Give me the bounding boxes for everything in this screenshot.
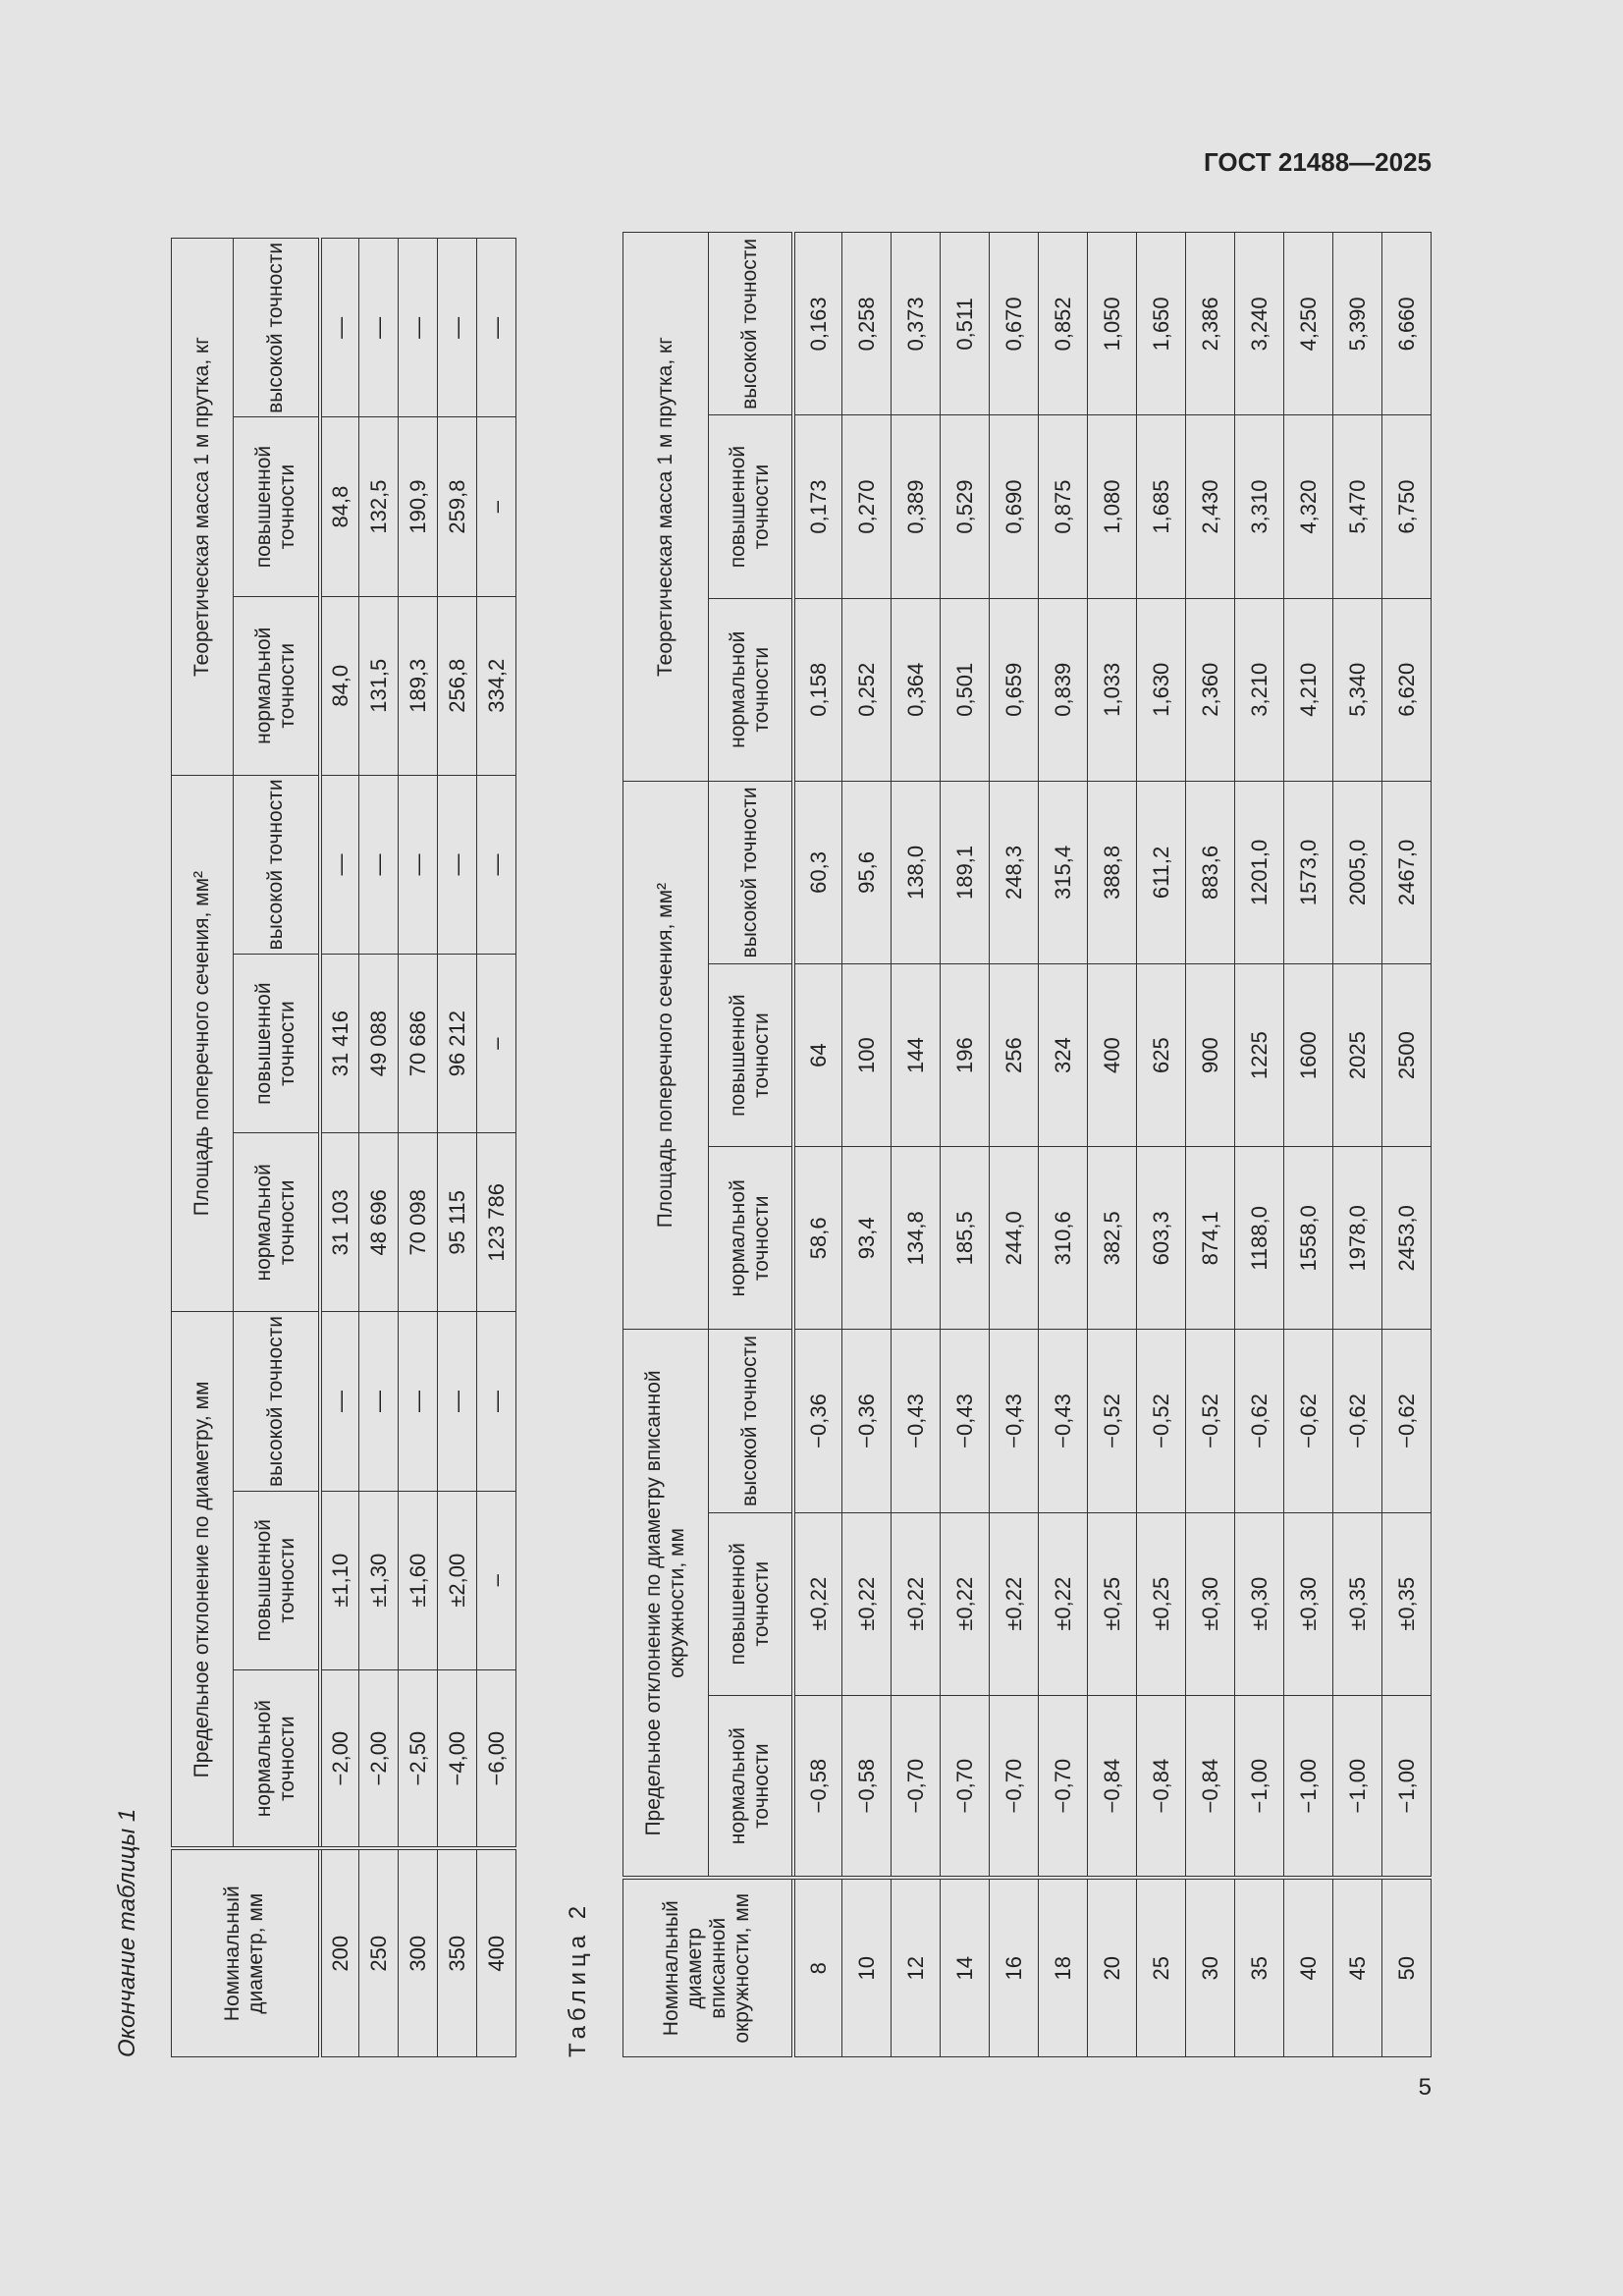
table-cell: 1558,0 — [1284, 1147, 1333, 1330]
table-cell: 144 — [892, 964, 941, 1147]
table-cell: 6,620 — [1382, 598, 1432, 781]
table-cell: 189,1 — [941, 781, 990, 963]
table-cell: — — [399, 1312, 438, 1491]
sub-header-normal: нормальной точности — [234, 1669, 320, 1848]
table-cell: −0,43 — [1039, 1330, 1088, 1512]
table-cell: 31 103 — [320, 1133, 359, 1312]
table-cell: 1,050 — [1088, 233, 1137, 415]
table-cell: 0,163 — [793, 233, 842, 415]
table-cell: 0,258 — [842, 233, 892, 415]
table-cell: 900 — [1186, 964, 1235, 1147]
row-diameter-cell: 35 — [1235, 1879, 1284, 2057]
table-cell: −0,62 — [1382, 1330, 1432, 1512]
table-cell: — — [477, 1312, 516, 1491]
row-diameter-cell: 200 — [320, 1849, 359, 2057]
group-area-header: Площадь поперечного сечения, мм² — [172, 775, 234, 1312]
row-diameter-cell: 250 — [359, 1849, 399, 2057]
table-cell: 2467,0 — [1382, 781, 1432, 963]
table-cell: 64 — [793, 964, 842, 1147]
table-cell: −2,50 — [399, 1669, 438, 1848]
table-cell: ±0,22 — [842, 1512, 892, 1695]
sub-header-normal: нормальной точности — [234, 596, 320, 775]
sub-header-increased: повышенной точности — [234, 1491, 320, 1669]
row-diameter-cell: 14 — [941, 1879, 990, 2057]
table-cell: −2,00 — [359, 1669, 399, 1848]
table-cell: 0,839 — [1039, 598, 1088, 781]
table-cell: 3,240 — [1235, 233, 1284, 415]
row-diameter-cell: 50 — [1382, 1879, 1432, 2057]
table-cell: 874,1 — [1186, 1147, 1235, 1330]
table-cell: 60,3 — [793, 781, 842, 963]
table1-caption: Окончание таблицы 1 — [114, 1808, 140, 2057]
table-row — [320, 239, 359, 2057]
table-cell: — — [320, 1312, 359, 1491]
table-cell: −0,62 — [1333, 1330, 1382, 1512]
table-cell: 0,690 — [990, 415, 1039, 598]
table-cell: −1,00 — [1235, 1695, 1284, 1878]
table-cell: ±0,22 — [793, 1512, 842, 1695]
table-cell: −0,58 — [842, 1695, 892, 1878]
table-cell: — — [320, 775, 359, 954]
table-cell: 2500 — [1382, 964, 1432, 1147]
table2-container — [622, 232, 1432, 2057]
sub-header-increased: повышенной точности — [234, 417, 320, 596]
table-cell: — — [359, 775, 399, 954]
row-diameter-cell: 40 — [1284, 1879, 1333, 2057]
table-cell: — — [438, 239, 477, 417]
table-cell: 58,6 — [793, 1147, 842, 1330]
sub-header-normal: нормальной точности — [234, 1133, 320, 1312]
table-row — [842, 233, 892, 2057]
table-cell: 603,3 — [1137, 1147, 1186, 1330]
table-cell: ±1,60 — [399, 1491, 438, 1669]
table-row — [990, 233, 1039, 2057]
table-cell: ±0,25 — [1088, 1512, 1137, 1695]
sub-header-increased: повышенной точности — [709, 1512, 793, 1695]
table-cell: 0,389 — [892, 415, 941, 598]
table-cell: 0,529 — [941, 415, 990, 598]
table-cell: 1,650 — [1137, 233, 1186, 415]
row-diameter-cell: 25 — [1137, 1879, 1186, 2057]
table-cell: 400 — [1088, 964, 1137, 1147]
table-cell: 134,8 — [892, 1147, 941, 1330]
row-diameter-cell: 20 — [1088, 1879, 1137, 2057]
table-cell: 2453,0 — [1382, 1147, 1432, 1330]
sub-header-high: высокой точности — [234, 239, 320, 417]
table-row — [1284, 233, 1333, 2057]
group-deviation-header: Предельное отклонение по диаметру вписанной окружности, мм — [623, 1330, 709, 1879]
table2-caption: Таблица 2 — [565, 1900, 591, 2057]
table-cell: 0,501 — [941, 598, 990, 781]
table-cell: −0,62 — [1284, 1330, 1333, 1512]
table-cell: 100 — [842, 964, 892, 1147]
table-cell: 5,390 — [1333, 233, 1382, 415]
table-cell: 185,5 — [941, 1147, 990, 1330]
table-cell: 0,252 — [842, 598, 892, 781]
table-row — [1186, 233, 1235, 2057]
table-cell: 5,470 — [1333, 415, 1382, 598]
table-cell: — — [320, 239, 359, 417]
sub-header-high: высокой точности — [709, 781, 793, 963]
table-cell: 123 786 — [477, 1133, 516, 1312]
sub-header-increased: повышенной точности — [709, 415, 793, 598]
row-diameter-cell: 8 — [793, 1879, 842, 2057]
table-cell: −0,52 — [1186, 1330, 1235, 1512]
table-cell: 883,6 — [1186, 781, 1235, 963]
table2 — [622, 232, 1432, 2057]
table-row — [1039, 233, 1088, 2057]
table-cell: ±0,22 — [990, 1512, 1039, 1695]
table-cell: ±0,22 — [892, 1512, 941, 1695]
table-cell: 70 098 — [399, 1133, 438, 1312]
table-cell: — — [399, 775, 438, 954]
table-cell: ±0,22 — [1039, 1512, 1088, 1695]
table-row — [1235, 233, 1284, 2057]
table-cell: — — [438, 1312, 477, 1491]
sub-header-normal: нормальной точности — [709, 598, 793, 781]
table-cell: – — [477, 417, 516, 596]
table-cell: 190,9 — [399, 417, 438, 596]
table-row — [399, 239, 438, 2057]
table-cell: −1,00 — [1284, 1695, 1333, 1878]
table-cell: ±0,22 — [941, 1512, 990, 1695]
table-cell: — — [399, 239, 438, 417]
table-cell: 84,0 — [320, 596, 359, 775]
table-cell: ±0,30 — [1186, 1512, 1235, 1695]
table-cell: — — [477, 775, 516, 954]
table-row — [793, 233, 842, 2057]
table-cell: — — [359, 239, 399, 417]
group-mass-header: Теоретическая масса 1 м прутка, кг — [172, 239, 234, 776]
table-cell: 259,8 — [438, 417, 477, 596]
table-cell: −0,52 — [1088, 1330, 1137, 1512]
table-cell: 1,685 — [1137, 415, 1186, 598]
table-cell: ±0,25 — [1137, 1512, 1186, 1695]
table-cell: −0,70 — [941, 1695, 990, 1878]
table-cell: 0,852 — [1039, 233, 1088, 415]
table-cell: −1,00 — [1382, 1695, 1432, 1878]
table-row — [1137, 233, 1186, 2057]
table-cell: 132,5 — [359, 417, 399, 596]
row-diameter-cell: 300 — [399, 1849, 438, 2057]
table-cell: 1,630 — [1137, 598, 1186, 781]
table-cell: 2025 — [1333, 964, 1382, 1147]
col-diameter-header: Номинальный диаметр вписанной окружности, мм — [623, 1879, 793, 2057]
table-cell: −0,36 — [793, 1330, 842, 1512]
table-cell: ±0,35 — [1333, 1512, 1382, 1695]
table-row — [1382, 233, 1432, 2057]
row-diameter-cell: 10 — [842, 1879, 892, 2057]
sub-header-high: высокой точности — [234, 1312, 320, 1491]
table-cell: −0,84 — [1137, 1695, 1186, 1878]
table-cell: 189,3 — [399, 596, 438, 775]
sub-header-normal: нормальной точности — [709, 1147, 793, 1330]
sub-header-high: высокой точности — [709, 233, 793, 415]
page-number: 5 — [1418, 2074, 1432, 2101]
table-cell: 4,320 — [1284, 415, 1333, 598]
table-cell: 93,4 — [842, 1147, 892, 1330]
sub-header-normal: нормальной точности — [709, 1695, 793, 1878]
table-cell: 49 088 — [359, 955, 399, 1133]
table-cell: – — [477, 955, 516, 1133]
group-deviation-header: Предельное отклонение по диаметру, мм — [172, 1312, 234, 1849]
table-cell: −4,00 — [438, 1669, 477, 1848]
table-cell: 388,8 — [1088, 781, 1137, 963]
table-cell: ±2,00 — [438, 1491, 477, 1669]
table-cell: 95 115 — [438, 1133, 477, 1312]
table-cell: 0,659 — [990, 598, 1039, 781]
table-cell: — — [359, 1312, 399, 1491]
table-cell: −0,70 — [892, 1695, 941, 1878]
table-cell: 5,340 — [1333, 598, 1382, 781]
table-cell: 84,8 — [320, 417, 359, 596]
table-cell: 96 212 — [438, 955, 477, 1133]
table-cell: 3,310 — [1235, 415, 1284, 598]
table-cell: ±1,10 — [320, 1491, 359, 1669]
row-diameter-cell: 45 — [1333, 1879, 1382, 2057]
table-cell: 6,750 — [1382, 415, 1432, 598]
table-cell: 1225 — [1235, 964, 1284, 1147]
table-cell: 256,8 — [438, 596, 477, 775]
table-cell: 2,360 — [1186, 598, 1235, 781]
row-diameter-cell: 400 — [477, 1849, 516, 2057]
table-cell: 248,3 — [990, 781, 1039, 963]
table-cell: 382,5 — [1088, 1147, 1137, 1330]
row-diameter-cell: 16 — [990, 1879, 1039, 2057]
table-cell: 70 686 — [399, 955, 438, 1133]
table-cell: 0,511 — [941, 233, 990, 415]
table-cell: 1201,0 — [1235, 781, 1284, 963]
table-row — [1088, 233, 1137, 2057]
sub-header-high: высокой точности — [709, 1330, 793, 1512]
table-cell: −0,43 — [941, 1330, 990, 1512]
table-cell: 131,5 — [359, 596, 399, 775]
table-cell: 0,670 — [990, 233, 1039, 415]
sub-header-increased: повышенной точности — [709, 964, 793, 1147]
table-cell: 6,660 — [1382, 233, 1432, 415]
table-cell: 48 696 — [359, 1133, 399, 1312]
table-cell: 1978,0 — [1333, 1147, 1382, 1330]
table-cell: 31 416 — [320, 955, 359, 1133]
table-cell: 625 — [1137, 964, 1186, 1147]
document-header: ГОСТ 21488—2025 — [1204, 147, 1432, 177]
table-cell: 4,250 — [1284, 233, 1333, 415]
table-cell: — — [438, 775, 477, 954]
table1 — [171, 238, 516, 2057]
table-cell: 0,173 — [793, 415, 842, 598]
table-row — [359, 239, 399, 2057]
table1-container — [171, 238, 516, 2057]
table-cell: – — [477, 1491, 516, 1669]
table-cell: 324 — [1039, 964, 1088, 1147]
table-cell: ±0,35 — [1382, 1512, 1432, 1695]
table-row — [892, 233, 941, 2057]
table-row — [941, 233, 990, 2057]
table-cell: 0,270 — [842, 415, 892, 598]
table-cell: −0,70 — [1039, 1695, 1088, 1878]
table-cell: ±0,30 — [1284, 1512, 1333, 1695]
table-cell: 3,210 — [1235, 598, 1284, 781]
table-cell: 310,6 — [1039, 1147, 1088, 1330]
table-cell: 0,158 — [793, 598, 842, 781]
table-row — [1333, 233, 1382, 2057]
table-cell: 1600 — [1284, 964, 1333, 1147]
col-diameter-header: Номинальный диаметр, мм — [172, 1849, 320, 2057]
table-cell: 1,033 — [1088, 598, 1137, 781]
table-row — [438, 239, 477, 2057]
table-cell: 2,386 — [1186, 233, 1235, 415]
table-cell: −0,43 — [892, 1330, 941, 1512]
table-cell: 2005,0 — [1333, 781, 1382, 963]
group-mass-header: Теоретическая масса 1 м прутка, кг — [623, 233, 709, 782]
table-cell: −0,36 — [842, 1330, 892, 1512]
table-cell: ±1,30 — [359, 1491, 399, 1669]
row-diameter-cell: 30 — [1186, 1879, 1235, 2057]
table-cell: −0,84 — [1186, 1695, 1235, 1878]
table-cell: 0,875 — [1039, 415, 1088, 598]
table-cell: 2,430 — [1186, 415, 1235, 598]
sub-header-increased: повышенной точности — [234, 955, 320, 1133]
row-diameter-cell: 18 — [1039, 1879, 1088, 2057]
table-cell: 0,373 — [892, 233, 941, 415]
row-diameter-cell: 12 — [892, 1879, 941, 2057]
table-cell: 315,4 — [1039, 781, 1088, 963]
table-cell: 95,6 — [842, 781, 892, 963]
table-cell: 611,2 — [1137, 781, 1186, 963]
sub-header-high: высокой точности — [234, 775, 320, 954]
table-cell: −0,43 — [990, 1330, 1039, 1512]
table-cell: −6,00 — [477, 1669, 516, 1848]
table-cell: −1,00 — [1333, 1695, 1382, 1878]
table-cell: — — [477, 239, 516, 417]
table-cell: ±0,30 — [1235, 1512, 1284, 1695]
group-area-header: Площадь поперечного сечения, мм² — [623, 781, 709, 1330]
table-cell: −0,58 — [793, 1695, 842, 1878]
table-cell: 1,080 — [1088, 415, 1137, 598]
table-cell: 196 — [941, 964, 990, 1147]
table-cell: −0,52 — [1137, 1330, 1186, 1512]
table-cell: 1573,0 — [1284, 781, 1333, 963]
table-cell: −0,70 — [990, 1695, 1039, 1878]
table-cell: 1188,0 — [1235, 1147, 1284, 1330]
table-cell: −0,62 — [1235, 1330, 1284, 1512]
table-cell: 0,364 — [892, 598, 941, 781]
table-cell: 138,0 — [892, 781, 941, 963]
table-cell: −2,00 — [320, 1669, 359, 1848]
table-cell: −0,84 — [1088, 1695, 1137, 1878]
table-cell: 256 — [990, 964, 1039, 1147]
table-cell: 334,2 — [477, 596, 516, 775]
table-cell: 4,210 — [1284, 598, 1333, 781]
table-row — [477, 239, 516, 2057]
table-cell: 244,0 — [990, 1147, 1039, 1330]
row-diameter-cell: 350 — [438, 1849, 477, 2057]
